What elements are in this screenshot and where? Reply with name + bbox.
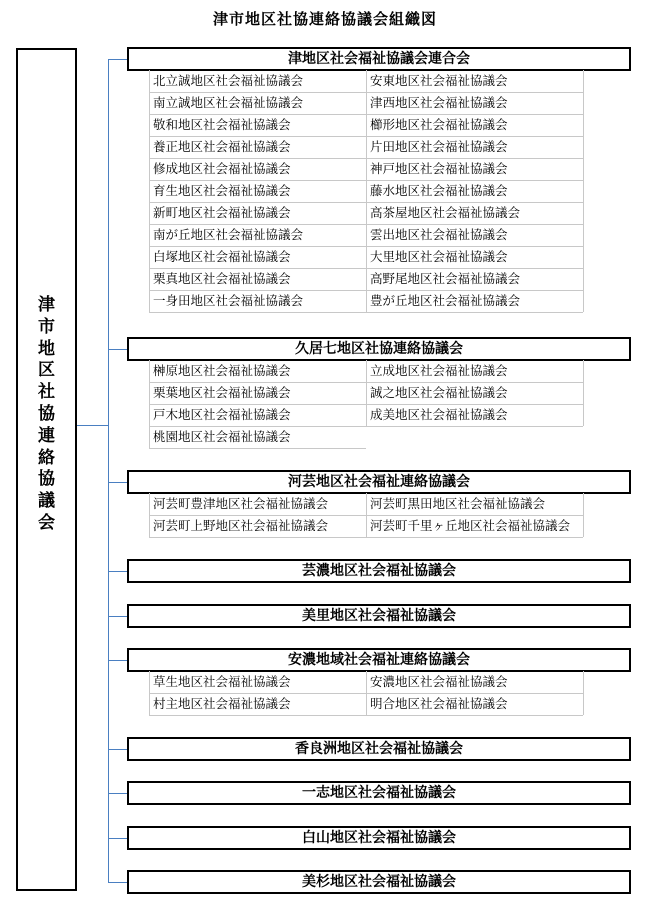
member-org: 河芸町上野地区社会福祉協議会 — [153, 518, 329, 533]
branch-line — [108, 482, 127, 483]
chart-title: 津市地区社協連絡協議会組織図 — [212, 10, 437, 28]
branch-line — [108, 571, 127, 572]
member-org: 櫛形地区社会福祉協議会 — [370, 117, 508, 132]
group-header: 河芸地区社会福祉連絡協議会 — [127, 470, 631, 494]
root-char: 地 — [38, 338, 55, 359]
group-header: 久居七地区社協連絡協議会 — [127, 337, 631, 361]
root-char: 区 — [38, 360, 55, 381]
member-org: 南が丘地区社会福祉協議会 — [153, 227, 304, 242]
row-separator — [149, 312, 583, 313]
root-char: 協 — [38, 403, 55, 424]
grid-right-edge — [583, 493, 584, 537]
branch-line — [108, 59, 127, 60]
member-org: 白塚地区社会福祉協議会 — [153, 249, 291, 264]
branch-line — [108, 838, 127, 839]
member-org: 安濃地区社会福祉協議会 — [370, 674, 508, 689]
member-org: 豊が丘地区社会福祉協議会 — [370, 293, 521, 308]
root-char: 絡 — [38, 447, 55, 468]
member-org: 育生地区社会福祉協議会 — [153, 183, 291, 198]
member-org: 榊原地区社会福祉協議会 — [153, 363, 291, 378]
root-node-label — [18, 295, 75, 535]
group-header: 香良洲地区社会福祉協議会 — [127, 737, 631, 761]
member-org: 敬和地区社会福祉協議会 — [153, 117, 291, 132]
member-org: 栗葉地区社会福祉協議会 — [153, 385, 291, 400]
group-header: 芸濃地区社会福祉協議会 — [127, 559, 631, 583]
member-org: 成美地区社会福祉協議会 — [370, 407, 508, 422]
member-org: 神戸地区社会福祉協議会 — [370, 161, 508, 176]
root-char: 市 — [38, 316, 55, 337]
member-org: 明合地区社会福祉協議会 — [370, 696, 508, 711]
root-char: 社 — [38, 382, 55, 403]
row-separator — [149, 537, 583, 538]
branch-line — [108, 349, 127, 350]
member-org: 北立誠地区社会福祉協議会 — [153, 73, 304, 88]
group-header: 一志地区社会福祉協議会 — [127, 781, 631, 805]
branch-line — [108, 882, 127, 883]
root-char: 会 — [38, 512, 55, 533]
row-separator — [149, 715, 583, 716]
member-org: 河芸町千里ヶ丘地区社会福祉協議会 — [370, 518, 571, 533]
member-org: 修成地区社会福祉協議会 — [153, 161, 291, 176]
branch-line — [108, 793, 127, 794]
member-org: 藤水地区社会福祉協議会 — [370, 183, 508, 198]
root-connector — [77, 425, 108, 426]
bus-line — [108, 59, 109, 882]
grid-right-edge — [583, 671, 584, 715]
member-org: 安東地区社会福祉協議会 — [370, 73, 508, 88]
group-header: 美杉地区社会福祉協議会 — [127, 870, 631, 894]
branch-line — [108, 749, 127, 750]
member-org: 立成地区社会福祉協議会 — [370, 363, 508, 378]
group-header: 美里地区社会福祉協議会 — [127, 604, 631, 628]
member-org: 桃園地区社会福祉協議会 — [153, 429, 291, 444]
member-org: 草生地区社会福祉協議会 — [153, 674, 291, 689]
member-org: 大里地区社会福祉協議会 — [370, 249, 508, 264]
member-org: 高野尾地区社会福祉協議会 — [370, 271, 521, 286]
member-org: 南立誠地区社会福祉協議会 — [153, 95, 304, 110]
member-org: 津西地区社会福祉協議会 — [370, 95, 508, 110]
member-org: 栗真地区社会福祉協議会 — [153, 271, 291, 286]
branch-line — [108, 616, 127, 617]
member-org: 一身田地区社会福祉協議会 — [153, 293, 304, 308]
root-char: 議 — [38, 491, 55, 512]
member-org: 雲出地区社会福祉協議会 — [370, 227, 508, 242]
member-org: 片田地区社会福祉協議会 — [370, 139, 508, 154]
grid-right-edge — [583, 70, 584, 312]
row-separator — [149, 448, 366, 449]
grid-right-edge — [583, 360, 584, 426]
branch-line — [108, 660, 127, 661]
root-char: 協 — [38, 469, 55, 490]
member-org: 戸木地区社会福祉協議会 — [153, 407, 291, 422]
root-char: 連 — [38, 425, 55, 446]
group-header: 安濃地域社会福祉連絡協議会 — [127, 648, 631, 672]
member-org: 河芸町豊津地区社会福祉協議会 — [153, 496, 329, 511]
group-header: 白山地区社会福祉協議会 — [127, 826, 631, 850]
member-org: 村主地区社会福祉協議会 — [153, 696, 291, 711]
member-org: 新町地区社会福祉協議会 — [153, 205, 291, 220]
root-char: 津 — [38, 295, 55, 315]
member-org: 養正地区社会福祉協議会 — [153, 139, 291, 154]
group-header: 津地区社会福祉協議会連合会 — [127, 47, 631, 71]
member-org: 河芸町黒田地区社会福祉協議会 — [370, 496, 546, 511]
member-org: 高茶屋地区社会福祉協議会 — [370, 205, 521, 220]
member-org: 誠之地区社会福祉協議会 — [370, 385, 508, 400]
root-node — [16, 48, 77, 891]
